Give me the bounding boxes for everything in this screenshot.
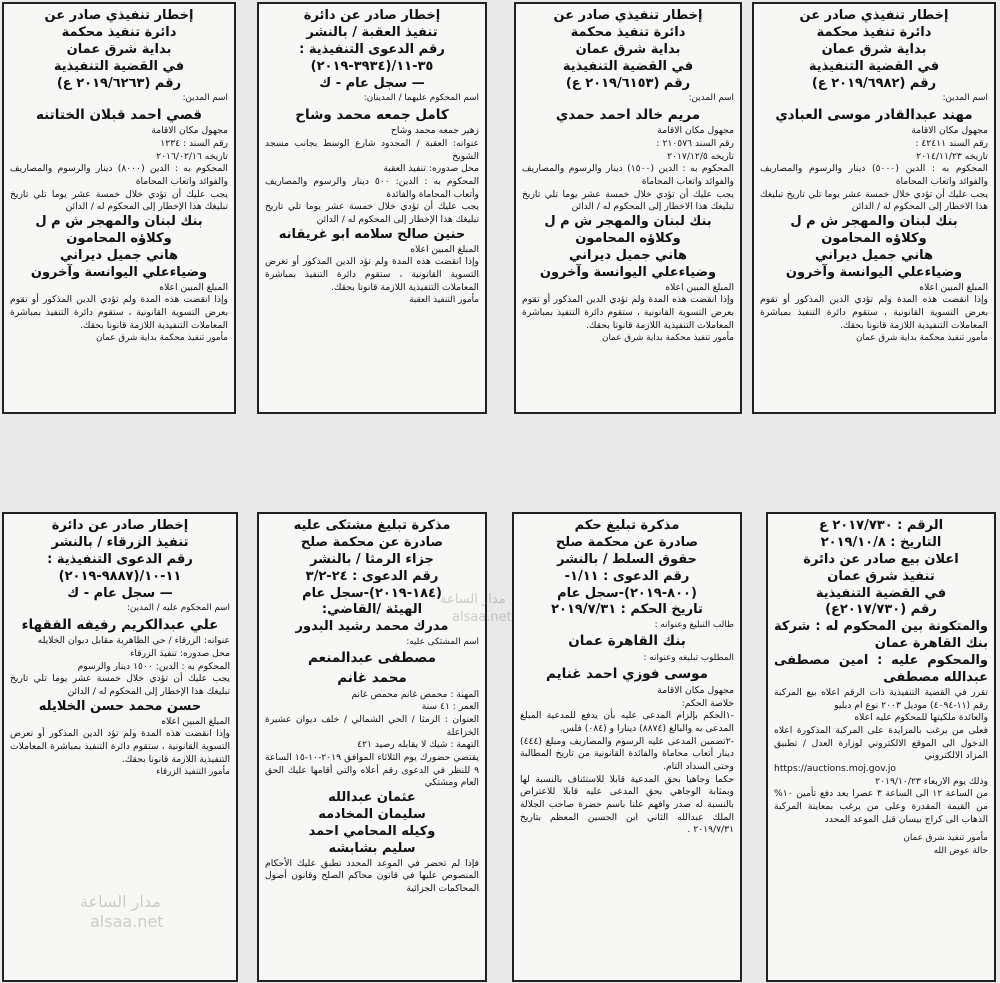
auction-link[interactable]: https://auctions.moj.gov.jo	[774, 763, 897, 775]
debtor-name: مريم خالد احمد حمدي	[555, 106, 701, 123]
debtor-label: اسم المدين:	[182, 93, 228, 104]
notice-header	[10, 518, 230, 602]
header-line: بداية شرق عمان	[575, 41, 681, 57]
header-line: في القضية التنفيذية	[808, 58, 940, 74]
header-line: صادرة عن محكمة صلح	[300, 534, 444, 550]
case-number: ١١-١٠/(٩٨٨٧-٢٠١٩)	[58, 568, 182, 584]
case-number: رقم (٢٠١٩/٦٩٨٢ ع)	[811, 75, 937, 91]
header-line: دائرة تنفيذ محكمة	[61, 24, 177, 40]
body-line: -١الحكم بإلزام المدعى عليه بأن يدفع للمدعية المبلغ المدعى به والبالغ (٨٨٧٤) دينارا و (٠٨٤) فلس.	[520, 710, 734, 734]
body-line: العمر : ٤١ سنة	[421, 701, 479, 713]
body-line: وإذا انقضت هذه المدة ولم تؤدي الدين المذكور أو تقوم بعرض التسوية القانونية ، ستقوم دائرة التنفيذ بمباشرة المعاملات التنفيذية اللازمة قانونا بحقك.	[760, 294, 988, 331]
header-line: إخطار تنفيذي صادر عن	[553, 8, 703, 23]
body-line: المحكوم به : الدين: ٥٠٠ دينار والرسوم والمصاريف وأتعاب المحاماة والفائدة	[265, 175, 479, 200]
body-line: تاريخه ٢٠١٧/١٢/٥	[667, 150, 734, 162]
case-number: رقم الدعوى : ١/١١-	[564, 568, 690, 584]
notice-footer: مأمور تنفيذ محكمة بداية شرق عمان	[602, 333, 734, 344]
body-line: مجهول مكان الاقامة	[657, 684, 734, 696]
body-line: مجهول مكان الاقامة	[151, 125, 228, 137]
body-line: وإذا انقضت هذه المدة ولم تؤد الدين المذكور أو تعرض التسوية القانونية ، ستقوم دائرة التنفيذ بمباشرة المعاملات التنفيذية اللازمة قانونا بحقك.	[265, 256, 479, 293]
notice-date: التاريخ : ٢٠١٩/١٠/٨	[820, 534, 942, 550]
creditor-line: وكلاؤه المحامون	[575, 230, 681, 246]
debtor-label: اسم المحكوم عليهما / المدينان:	[363, 93, 479, 104]
case-number: رقم (٢٠١٩/٦١٥٣ ع)	[565, 75, 691, 91]
case-number: ٣٥-١١/(٣٩٣٤-٢٠١٩)	[310, 58, 434, 74]
case-number: رقم الدعوى : ٢٤-٣/٢	[305, 568, 439, 584]
header-line: مذكرة تبليغ حكم	[574, 518, 680, 533]
debtor-label: اسم المدين:	[942, 93, 988, 104]
notice-header	[760, 8, 988, 92]
body-line: تاريخه ٢٠١٦/٠٢/١٦	[156, 150, 228, 162]
complainant-line: عثمان عبدالله	[328, 790, 416, 806]
body-line: تقرر في القضية التنفيذية ذات الرقم اعلاه بيع المركبة رقم (١١-٤٠٩٤) موديل ٢٠٠٣ نوع ام دبليو	[774, 686, 988, 711]
notice-footer: مأمور تنفيذ محكمة بداية شرق عمان	[96, 333, 228, 344]
header-line: بداية شرق عمان	[66, 41, 172, 57]
creditor-line: حنين صالح سلامه ابو غريقانه	[278, 226, 466, 242]
creditor-line: وضياءعلي اليوانسة وآخرون	[785, 264, 963, 280]
header-line: جزاء الرمثا / بالنشر	[310, 551, 434, 567]
notice-footer: مأمور تنفيذ محكمة بداية شرق عمان	[856, 333, 988, 344]
body-line: من الساعة ١٢ الى الساعة ٣ عصرا بعد دفع تأمين ١٠% من القيمة المقدرة وعلى من يرغب بمعاينة المركبة الذهاب الى كراج بيسان قبل الموعد المحدد	[774, 788, 988, 825]
watermark: alsaa.net	[452, 610, 512, 625]
header-line: — سجل عام - ك	[319, 75, 425, 91]
body-line: المبلغ المبين اعلاه	[919, 281, 988, 293]
notice-footer: حالة عوض الله	[933, 845, 988, 856]
complainant-line: سليم بشابشه	[328, 840, 416, 856]
notice-sale-announcement	[766, 512, 996, 982]
creditor-line: بنك لبنان والمهجر ش م ل	[35, 214, 203, 230]
complainant-line: وكيله المحامي احمد	[308, 823, 436, 839]
header-line: إخطار صادر عن دائرة	[303, 8, 441, 23]
body-line: زهير جمعه محمد وشاح	[390, 125, 479, 137]
header-line: إخطار تنفيذي صادر عن	[44, 8, 194, 23]
defendant-name: مصطفى عبدالمنعم	[308, 650, 436, 667]
requester-name: بنك القاهرة عمان	[568, 633, 686, 650]
header-line: تنفيذ الزرقاء / بالنشر	[51, 534, 189, 550]
judgment-date: تاريخ الحكم : ٢٠١٩/٧/٣١	[551, 602, 703, 618]
body-line: محل صدوره: تنفيذ العقبة	[383, 163, 479, 175]
complainant-block	[265, 790, 479, 858]
body-line: المحكوم به : الدين (٥٠٠٠) دينار والرسوم والمصاريف والفوائد واتعاب المحاماة	[760, 163, 988, 187]
body-line: حكما وجاهيا بحق المدعية قابلا للاستئناف بالنسبة لها وبمثابة الوجاهي بحق المدعى عليه قابلا للاعتراض بالنسبة له صدر وافهم علنا باسم حضرة صاحب الجلالة الملك عبدالله الثاني ابن الحسين المعظم بتاريخ ٢٠١٩/٧/٣١ .	[520, 773, 734, 836]
header-line: إخطار تنفيذي صادر عن	[799, 8, 949, 23]
recipient-name: موسى فوزي احمد غنايم	[546, 666, 708, 683]
creditor-line: وضياءعلي اليوانسة وآخرون	[30, 264, 208, 280]
body-line: فعلى من يرغب بالمزايدة على المركبة المذكورة اعلاه الدخول الى الموقع الالكتروني لوزارة العدل / تطبيق المزاد الالكتروني	[774, 724, 988, 762]
notice-defendant	[257, 512, 487, 982]
notice-header	[774, 518, 988, 619]
header-line: في القضية التنفيذية	[815, 585, 947, 601]
judge-name: مدرك محمد رشيد البدور	[295, 619, 449, 635]
header-line: صادرة عن محكمة صلح	[555, 534, 699, 550]
body-line: عنوانه: الزرقاء / حي الظاهرية مقابل ديوان الخلايله	[37, 635, 230, 647]
debtor-name: علي عبدالكريم رفيفه الفقهاء	[21, 616, 219, 633]
notice-footer: مأمور التنفيذ العقبة	[409, 295, 479, 306]
notice-execution-3	[257, 2, 487, 414]
body-line: المحكوم به : الدين: ١٥٠٠ دينار والرسوم	[77, 660, 230, 672]
body-line: مجهول مكان الاقامة	[911, 125, 988, 137]
case-number: (٨٠٠-٢٠١٩)-سجل عام	[557, 585, 697, 601]
body-line: وإذا انقضت هذه المدة ولم تؤدي الدين المذكور أو تقوم بعرض التسوية القانونية ، ستقوم دائرة التنفيذ بمباشرة المعاملات التنفيذية اللازمة قانونا بحقك.	[10, 294, 228, 331]
parties-line: والمحكوم عليه : امين مصطفى عبدالله مصطفى	[774, 653, 988, 686]
creditor-block	[10, 699, 230, 716]
header-line: تنفيذ العقبة / بالنشر	[306, 24, 438, 40]
case-number: رقم (٢٠١٩/٦٢٦٣ ع)	[56, 75, 182, 91]
body-line: مجهول مكان الاقامة	[657, 125, 734, 137]
body-line: -٢تضمين المدعى عليه الرسوم والمصاريف ومبلغ (٤٤٤) دينار أتعاب محاماة والفائدة القانونية من تاريخ المطالبة وحتى السداد التام.	[520, 735, 734, 772]
watermark: مدار الساعة	[440, 592, 506, 607]
body-line: التهمة : شيك لا يقابله رصيد ٤٢١	[357, 739, 479, 751]
body-line: رقم السند : ١٢٣٤	[160, 137, 228, 149]
body-line: وإذا انقضت هذه المدة ولم تؤدي الدين المذكور أو تقوم بعرض التسوية القانونية ، ستقوم دائرة التنفيذ بمباشرة المعاملات التنفيذية اللازمة قانونا بحقك.	[522, 294, 734, 331]
header-line: رقم الدعوى التنفيذية :	[47, 551, 193, 567]
case-number: رقم (٢٠١٧/٧٣٠ع)	[825, 602, 937, 618]
body-line: تاريخه ٢٠١٤/١١/٢٣	[916, 150, 988, 162]
body-line: يجب عليك أن تؤدي خلال خمسة عشر يوما تلي تاريخ تبليغك هذا الاخطار إلى المحكوم له / الدائن	[522, 188, 734, 213]
body-line: خلاصة الحكم:	[681, 697, 734, 709]
notice-execution-4	[2, 2, 236, 414]
notice-execution-2	[514, 2, 742, 414]
header-line: مذكرة تبليغ مشتكى عليه	[293, 518, 451, 533]
header-line: — سجل عام - ك	[67, 585, 173, 601]
body-line: وإذا انقضت هذه المدة ولم تؤد الدين المذكور أو تعرض التسوية القانونية ، ستقوم دائرة التنفيذ بمباشرة المعاملات التنفيذية اللازمة قانونا بحقك.	[10, 728, 230, 765]
body-line: المبلغ المبين اعلاه	[410, 243, 479, 255]
notice-judgment	[512, 512, 742, 982]
header-line: تنفيذ شرق عمان	[827, 568, 935, 584]
header-line: دائرة تنفيذ محكمة	[816, 24, 932, 40]
case-number: (١٨٤-٢٠١٩)-سجل عام	[302, 585, 442, 601]
creditor-line: بنك لبنان والمهجر ش م ل	[790, 214, 958, 230]
notice-header	[520, 518, 734, 619]
notice-header	[265, 518, 479, 636]
watermark: alsaa.net	[90, 912, 164, 931]
body-line: محل صدوره: تنفيذ الزرقاء	[130, 647, 230, 659]
creditor-line: حسن محمد حسن الخلايله	[38, 698, 202, 714]
header-line: في القضية التنفيذية	[562, 58, 694, 74]
body-line: رقم السند ٢١٠٥٧٦ :	[656, 137, 734, 149]
defendant-label: اسم المشتكى عليه:	[406, 637, 479, 648]
header-line: حقوق السلط / بالنشر	[557, 551, 697, 567]
creditor-line: بنك لبنان والمهجر ش م ل	[544, 214, 712, 230]
body-line: وذلك يوم الاربعاء ٢٠١٩/١٠/٢٣	[875, 775, 988, 787]
body-line: المهنة : محمص غانم محمص غانم	[351, 688, 479, 700]
creditor-block	[522, 214, 734, 282]
header-line: الهيئة /القاضي:	[321, 602, 423, 618]
body-line: المحكوم به : الدين (١٥٠٠) دينار والرسوم والمصاريف والفوائد واتعاب المحاماة	[522, 163, 734, 187]
debtor-name: كامل جمعه محمد وشاح	[295, 106, 449, 123]
body-line: المبلغ المبين اعلاه	[665, 281, 734, 293]
parties-line: والمتكونة بين المحكوم له : شركة بنك القاهرة عمان	[774, 619, 988, 652]
notice-footer: مأمور تنفيذ شرق عمان	[903, 833, 988, 844]
creditor-line: هاني جميل ديراني	[568, 247, 688, 263]
body-line: المبلغ المبين اعلاه	[161, 715, 230, 727]
reference-number: الرقم : ٢٠١٧/٧٣٠ ع	[818, 518, 944, 533]
debtor-name: قصي احمد قبلان الختاتنه	[35, 106, 202, 123]
creditor-block	[760, 214, 988, 282]
debtor-name: مهند عبدالقادر موسى العبادي	[775, 106, 973, 123]
header-line: اعلان بيع صادر عن دائرة	[803, 551, 959, 567]
debtor-label: اسم المدين:	[688, 93, 734, 104]
body-line: المحكوم به : الدين (٨٠٠٠) دينار والرسوم والمصاريف والفوائد واتعاب المحاماة	[10, 163, 228, 187]
header-line: دائرة تنفيذ محكمة	[570, 24, 686, 40]
body-line: عنوانه: العقبة / المحدود شارع الوسط بجانب مسجد الشويخ	[265, 137, 479, 162]
header-line: بداية شرق عمان	[821, 41, 927, 57]
creditor-block	[265, 227, 479, 244]
body-line: يجب عليك أن تؤدي خلال خمسة عشر يوما تلي تاريخ تبليغك هذا الاخطار إلى المحكوم له / الدائن	[760, 188, 988, 213]
creditor-line: وكلاؤه المحامون	[66, 230, 172, 246]
body-line: والعائدة ملكيتها للمحكوم عليه اعلاه	[854, 712, 988, 724]
complainant-line: سليمان المخادمه	[318, 807, 426, 822]
notice-header	[265, 8, 479, 92]
body-line: فإذا لم تحضر في الموعد المحدد تطبق عليك الأحكام المنصوص عليها في قانون محاكم الصلح وقانون أصول المحاكمات الجزائية	[265, 857, 479, 895]
watermark: مدار الساعة	[80, 892, 161, 911]
header-line: إخطار صادر عن دائرة	[51, 518, 189, 533]
header-line: في القضية التنفيذية	[53, 58, 185, 74]
creditor-line: وضياءعلي اليوانسة وآخرون	[539, 264, 717, 280]
body-line: المبلغ المبين اعلاه	[159, 281, 228, 293]
creditor-block	[10, 214, 228, 282]
body-line: العنوان : الرمثا / الحي الشمالي / خلف ديوان عشيرة الخزاعلة	[265, 713, 479, 738]
notice-execution-1	[752, 2, 996, 414]
body-line: رقم السند ٤٢٤١١ :	[915, 137, 988, 149]
body-line: يجب عليك أن تؤدي خلال خمسة عشر يوما تلي تاريخ تبليغك هذا الإخطار إلى المحكوم له / الدائن	[10, 188, 228, 213]
creditor-line: وكلاؤه المحامون	[821, 230, 927, 246]
recipient-label: المطلوب تبليغه وعنوانه :	[643, 653, 734, 664]
requester-label: طالب التبليغ وعنوانه :	[654, 620, 734, 631]
header-line: رقم الدعوى التنفيذية :	[299, 41, 445, 57]
notice-header	[522, 8, 734, 92]
body-line: يقتضي حضورك يوم الثلاثاء الموافق ٢٠١٩-١٠-١٥ الساعة ٩ للنظر في الدعوى رقم أعلاه والتي أقامها عليك الحق العام ومشتكي	[265, 752, 479, 789]
defendant-name: محمد غانم	[337, 669, 407, 686]
creditor-line: هاني جميل ديراني	[59, 247, 179, 263]
notice-footer: مأمور التنفيذ الزرقاء	[156, 767, 230, 778]
creditor-line: هاني جميل ديراني	[814, 247, 934, 263]
body-line: يجب عليك أن تؤدي خلال خمسة عشر يوما تلي تاريخ تبليغك هذا الإخطار إلى المحكوم له / الدائن	[265, 201, 479, 226]
debtor-label: اسم المحكوم عليه / المدين:	[126, 603, 230, 614]
body-line: يجب عليك أن تؤدي خلال خمسة عشر يوما تلي تاريخ تبليغك هذا الإخطار إلى المحكوم له / الدائن	[10, 673, 230, 697]
notice-header	[10, 8, 228, 92]
